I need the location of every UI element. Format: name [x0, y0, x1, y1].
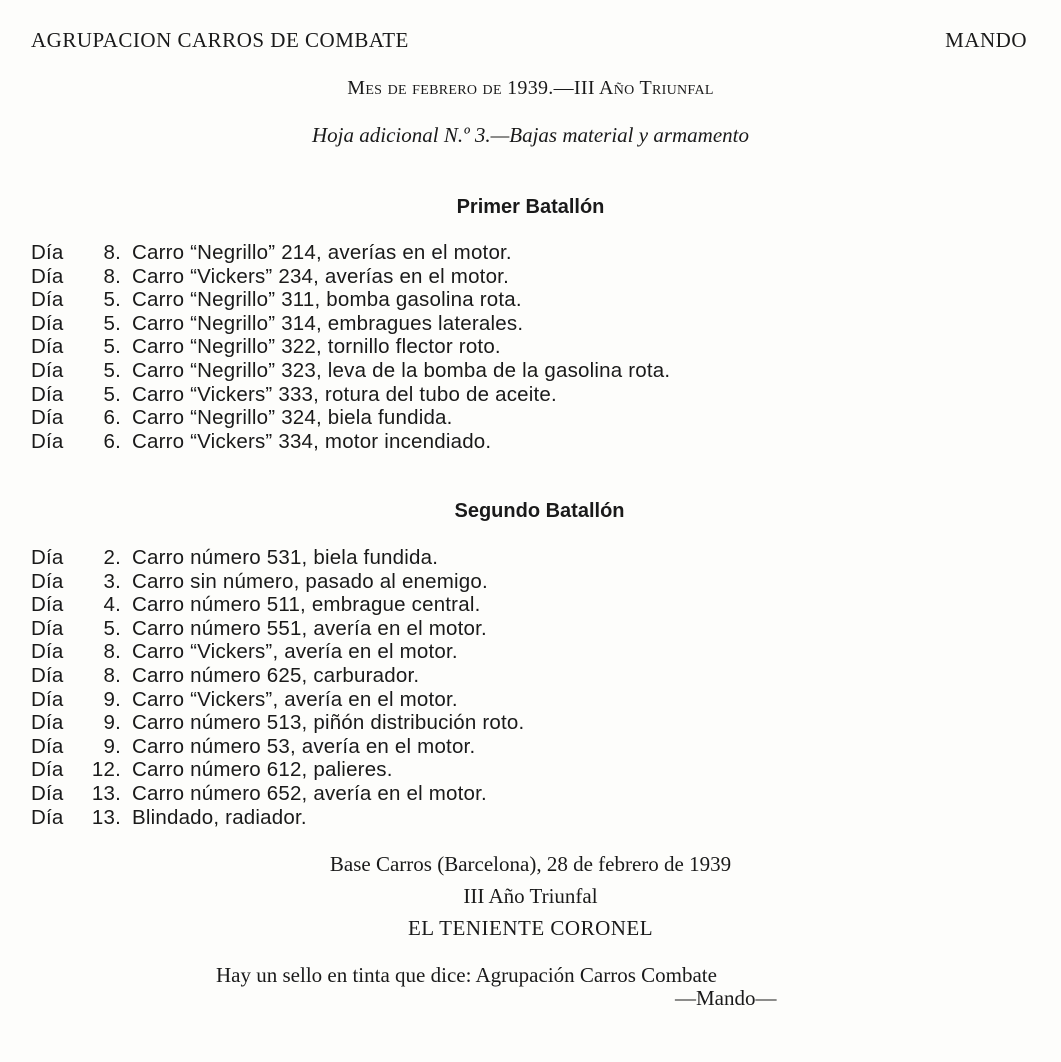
- entry-day-word: Día: [31, 805, 64, 829]
- list-item: [31, 312, 670, 336]
- entry-text: Carro “Vickers”, avería en el motor.: [132, 640, 458, 664]
- entry-day-number: 13.: [91, 805, 121, 829]
- entry-day-word: Día: [31, 758, 64, 782]
- entry-text: Carro número 513, piñón distribución roto.: [132, 711, 525, 735]
- entry-day-number: 8.: [103, 663, 121, 687]
- entry-day-word: Día: [31, 358, 64, 382]
- entry-day-word: Día: [31, 734, 64, 758]
- entry-text: Carro número 652, avería en el motor.: [132, 781, 487, 805]
- entry-day: [31, 711, 132, 735]
- entry-day-word: Día: [31, 593, 64, 617]
- list-item: [31, 782, 524, 806]
- entry-text: Carro “Vickers” 234, averías en el motor.: [132, 264, 509, 288]
- entry-text: Carro “Negrillo” 214, averías en el motor.: [132, 241, 512, 264]
- entry-text: Carro número 531, biela fundida.: [132, 546, 439, 569]
- entry-text: Carro número 511, embrague central.: [132, 593, 481, 617]
- list-item: [31, 688, 524, 712]
- list-item: [31, 406, 670, 430]
- section-title-second-battalion: Segundo Batallón: [454, 500, 625, 522]
- entry-day-word: Día: [31, 687, 64, 711]
- entry-day: [31, 288, 132, 312]
- entry-day-word: Día: [31, 711, 64, 735]
- list-item: [31, 640, 524, 664]
- entry-day-word: Día: [31, 382, 64, 406]
- list-item: [31, 241, 670, 265]
- entry-day-word: Día: [31, 241, 64, 264]
- entry-day-word: Día: [31, 288, 64, 312]
- section-title-first-battalion: Primer Batallón: [456, 196, 605, 218]
- entry-day-word: Día: [31, 616, 64, 640]
- entry-text: Carro “Vickers” 334, motor incendiado.: [132, 429, 492, 453]
- entry-day: [31, 265, 132, 289]
- entry-day-word: Día: [31, 546, 64, 569]
- list-item: [31, 335, 670, 359]
- command-header: MANDO: [945, 28, 1027, 52]
- entry-day-number: 5.: [103, 311, 121, 335]
- entry-day: [31, 688, 132, 712]
- entry-day-number: 4.: [103, 593, 121, 617]
- list-item: [31, 664, 524, 688]
- entry-text: Carro número 53, avería en el motor.: [132, 734, 476, 758]
- year-line: III Año Triunfal: [463, 884, 598, 908]
- list-item: [31, 546, 524, 570]
- entry-day-number: 13.: [91, 781, 121, 805]
- entry-day-number: 8.: [103, 640, 121, 664]
- entry-day-number: 2.: [103, 546, 121, 569]
- entry-day: [31, 335, 132, 359]
- entry-text: Carro “Negrillo” 323, leva de la bomba de la gasolina rota.: [132, 358, 671, 382]
- sheet-title: Hoja adicional N.º 3.—Bajas material y armamento: [312, 123, 749, 147]
- entry-day-number: 8.: [103, 241, 121, 264]
- list-item: [31, 570, 524, 594]
- entry-day: [31, 241, 132, 265]
- entry-day: [31, 359, 132, 383]
- list-item: [31, 359, 670, 383]
- list-item: [31, 288, 670, 312]
- entry-day-number: 6.: [103, 429, 121, 453]
- entry-day: [31, 546, 132, 570]
- entry-day-word: Día: [31, 663, 64, 687]
- entry-text: Carro “Negrillo” 324, biela fundida.: [132, 406, 453, 430]
- entry-day-number: 9.: [103, 711, 121, 735]
- entry-day: [31, 406, 132, 430]
- list-item: [31, 806, 524, 830]
- entry-day: [31, 758, 132, 782]
- entry-day-word: Día: [31, 311, 64, 335]
- entry-day-number: 8.: [103, 264, 121, 288]
- list-item: [31, 617, 524, 641]
- entry-day-number: 9.: [103, 687, 121, 711]
- entry-day-number: 5.: [103, 288, 121, 312]
- entry-text: Blindado, radiador.: [132, 805, 307, 829]
- entry-day: [31, 617, 132, 641]
- list-item: [31, 265, 670, 289]
- entry-day-number: 5.: [103, 335, 121, 359]
- entry-day-number: 5.: [103, 358, 121, 382]
- organization-header: AGRUPACION CARROS DE COMBATE: [31, 28, 409, 52]
- entry-text: Carro número 625, carburador.: [132, 663, 420, 687]
- month-line: [0, 77, 1061, 100]
- entry-day-word: Día: [31, 781, 64, 805]
- entry-day-word: Día: [31, 264, 64, 288]
- entry-text: Carro sin número, pasado al enemigo.: [132, 569, 488, 593]
- entry-day-word: Día: [31, 569, 64, 593]
- entry-day: [31, 782, 132, 806]
- entry-text: Carro “Vickers”, avería en el motor.: [132, 687, 458, 711]
- stamp-note-mando: —Mando—: [675, 986, 777, 1010]
- entry-day-number: 6.: [103, 406, 121, 430]
- entry-day-number: 5.: [103, 382, 121, 406]
- second-battalion-list: [31, 546, 524, 829]
- entry-day: [31, 312, 132, 336]
- entry-day-word: Día: [31, 335, 64, 359]
- entry-day-word: Día: [31, 429, 64, 453]
- entry-day-number: 12.: [91, 758, 121, 782]
- entry-day-number: 9.: [103, 734, 121, 758]
- entry-day: [31, 640, 132, 664]
- entry-day: [31, 383, 132, 407]
- entry-day: [31, 593, 132, 617]
- entry-text: Carro número 551, avería en el motor.: [132, 616, 487, 640]
- list-item: [31, 383, 670, 407]
- entry-day: [31, 735, 132, 759]
- entry-day-number: 3.: [103, 569, 121, 593]
- list-item: [31, 735, 524, 759]
- signatory-line: EL TENIENTE CORONEL: [407, 916, 654, 940]
- entry-day-word: Día: [31, 406, 64, 430]
- stamp-note: Hay un sello en tinta que dice: Agrupación Carros Combate: [216, 963, 717, 987]
- entry-text: Carro “Negrillo” 322, tornillo flector roto.: [132, 335, 501, 359]
- list-item: [31, 593, 524, 617]
- entry-day: [31, 664, 132, 688]
- list-item: [31, 430, 670, 454]
- place-date-line: Base Carros (Barcelona), 28 de febrero de 1939: [329, 852, 732, 876]
- entry-day: [31, 430, 132, 454]
- entry-day-number: 5.: [103, 616, 121, 640]
- entry-text: Carro “Vickers” 333, rotura del tubo de aceite.: [132, 382, 557, 406]
- entry-day-word: Día: [31, 640, 64, 664]
- entry-day: [31, 570, 132, 594]
- list-item: [31, 758, 524, 782]
- month-line-text: Mes de febrero de 1939.—III Año Triunfal: [347, 77, 714, 99]
- entry-text: Carro “Negrillo” 314, embragues laterales.: [132, 311, 524, 335]
- entry-text: Carro número 612, palieres.: [132, 758, 393, 782]
- entry-text: Carro “Negrillo” 311, bomba gasolina rota.: [132, 288, 522, 312]
- first-battalion-list: [31, 241, 670, 453]
- entry-day: [31, 806, 132, 830]
- list-item: [31, 711, 524, 735]
